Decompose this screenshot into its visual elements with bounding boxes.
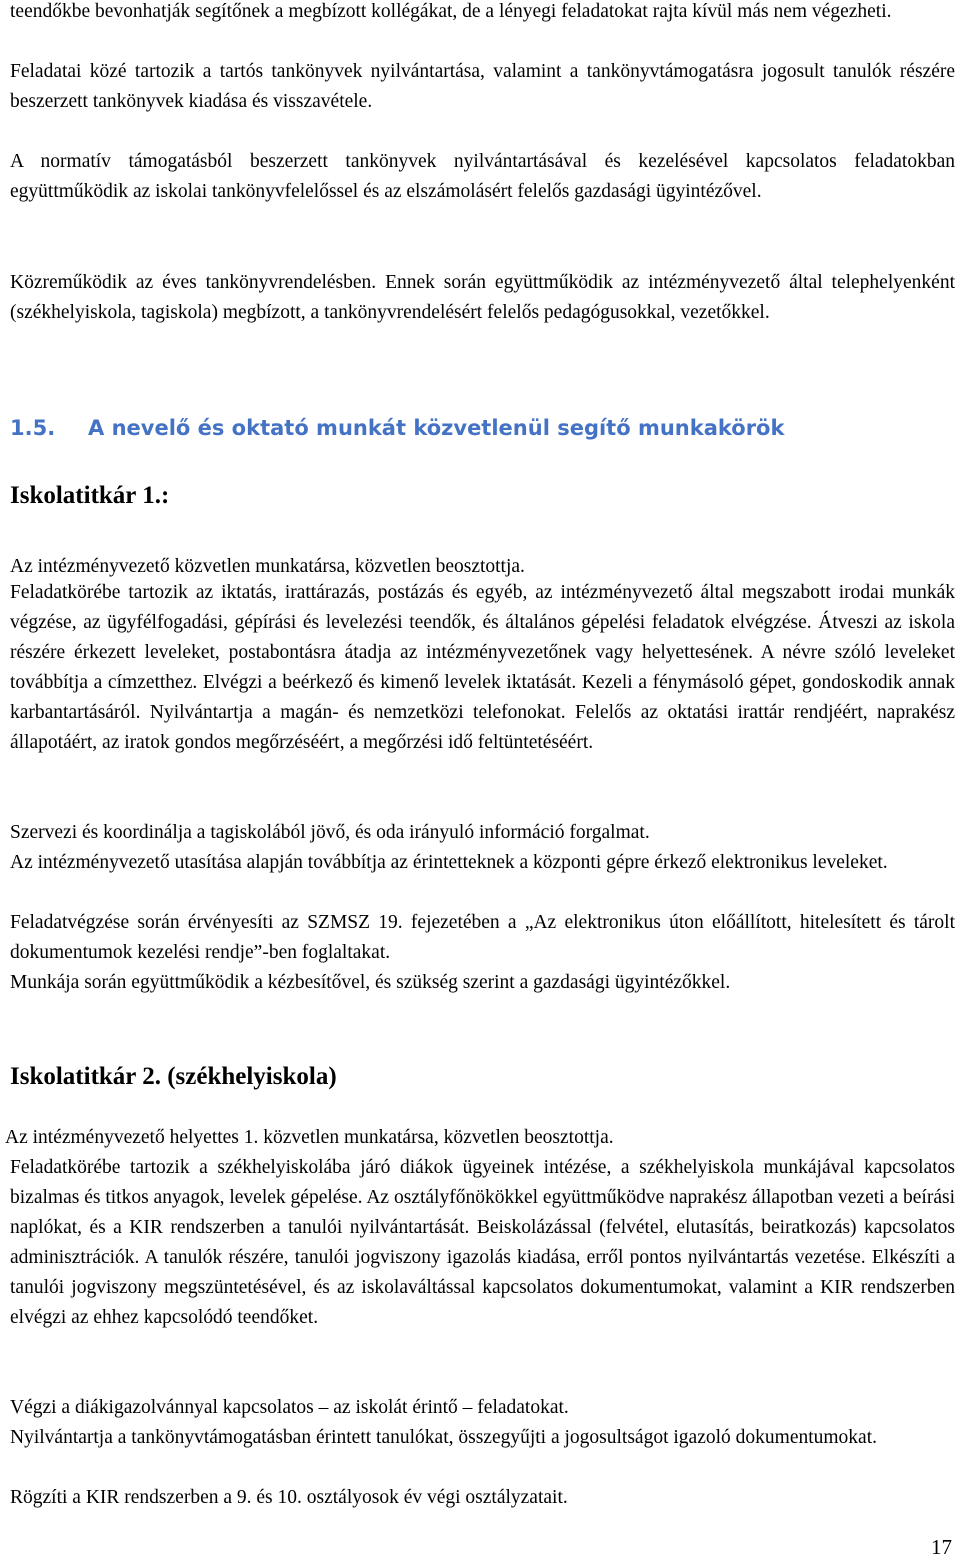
secretary-1-paragraph-6: Munkája során együttműködik a kézbesítővel, és szükség szerint a gazdasági ügyintézőkkel. bbox=[10, 972, 731, 993]
secretary-1-paragraph-3: Szervezi és koordinálja a tagiskolából jövő, és oda irányuló információ forgalmat. bbox=[10, 822, 650, 843]
secretary-2-paragraph-1: Az intézményvezető helyettes 1. közvetlen munkatársa, közvetlen beosztottja. bbox=[5, 1127, 614, 1148]
intro-paragraph-1: teendőkbe bevonhatják segítőnek a megbízott kollégákat, de a lényegi feladatokat rajta kívül más nem végezheti. bbox=[10, 1, 892, 22]
secretary-1-paragraph-4: Az intézményvezető utasítása alapján továbbítja az érintetteknek a központi gépre érkező elektronikus leveleket. bbox=[10, 852, 888, 873]
section-number: 1.5. bbox=[10, 416, 56, 440]
secretary-2-paragraph-3: Végzi a diákigazolvánnyal kapcsolatos – az iskolát érintő – feladatokat. bbox=[10, 1397, 569, 1418]
page-number: 17 bbox=[931, 1535, 952, 1559]
section-heading bbox=[10, 412, 784, 444]
section-title: A nevelő és oktató munkát közvetlenül segítő munkakörök bbox=[88, 416, 785, 440]
secretary-2-heading: Iskolatitkár 2. (székhelyiskola) bbox=[10, 1063, 337, 1090]
secretary-2-paragraph-2: Feladatkörébe tartozik a székhelyiskolába járó diákok ügyeinek intézése, a székhelyiskola munkájával kapcsolatos bizalmas és titkos anyagok, levelek gépelése. Az osztályfőnökökkel együttműködve naprakész állapotban vezeti a beírási naplókat, és a KIR rendszerben a tanulói nyilvántartását. Beiskolázással (felvétel, elutasítás, beiratkozás) kapcsolatos adminisztrációk. A tanulók részére, tanulói jogviszony igazolás kiadása, erről pontos nyilvántartás vezetése. Elkészíti a tanulói jogviszony megszüntetésével, és az iskolaváltással kapcsolatos dokumentumokat, valamint a KIR rendszerben elvégzi az ehhez kapcsolódó teendőket. bbox=[10, 1157, 955, 1328]
secretary-1-heading: Iskolatitkár 1.: bbox=[10, 482, 170, 509]
secretary-2-paragraph-5: Rögzíti a KIR rendszerben a 9. és 10. osztályosok év végi osztályzatait. bbox=[10, 1487, 568, 1508]
secretary-1-paragraph-1: Az intézményvezető közvetlen munkatársa, közvetlen beosztottja. bbox=[10, 556, 525, 577]
intro-paragraph-3: A normatív támogatásból beszerzett tankönyvek nyilvántartásával és kezelésével kapcsolatos feladatokban együttműködik az iskolai tankönyvfelelőssel és az elszámolásért felelős gazdasági ügyintézővel. bbox=[10, 151, 955, 202]
intro-paragraph-4: Közreműködik az éves tankönyvrendelésben. Ennek során együttműködik az intézményvezető által telephelyenként (székhelyiskola, tagiskola) megbízott, a tankönyvrendelésért felelős pedagógusokkal, vezetőkkel. bbox=[10, 272, 955, 323]
secretary-2-paragraph-4: Nyilvántartja a tankönyvtámogatásban érintett tanulókat, összegyűjti a jogosultságot igazoló dokumentumokat. bbox=[10, 1427, 878, 1448]
secretary-1-paragraph-2: Feladatkörébe tartozik az iktatás, irattárazás, postázás és egyéb, az intézményvezető által megszabott irodai munkák végzése, az ügyfélfogadási, gépírási és levelezési teendők, és általános gépelési feladatok elvégzése. Átveszi az iskola részére érkezett leveleket, postabontásra átadja az intézményvezetőnek vagy helyettesének. A névre szóló leveleket továbbítja a címzetthez. Elvégzi a beérkező és kimenő levelek iktatását. Kezeli a fénymásoló gépet, gondoskodik annak karbantartásáról. Nyilvántartja a magán- és nemzetközi telefonokat. Felelős az oktatási irattár rendjéért, naprakész állapotáért, az iratok gondos megőrzéséért, a megőrzési idő feltüntetéséért. bbox=[10, 582, 955, 753]
intro-paragraph-2: Feladatai közé tartozik a tartós tankönyvek nyilvántartása, valamint a tankönyvtámogatásra jogosult tanulók részére beszerzett tankönyvek kiadása és visszavétele. bbox=[10, 61, 955, 112]
secretary-1-paragraph-5: Feladatvégzése során érvényesíti az SZMSZ 19. fejezetében a „Az elektronikus úton előállított, hitelesített és tárolt dokumentumok kezelési rendje”-ben foglaltakat. bbox=[10, 912, 955, 963]
